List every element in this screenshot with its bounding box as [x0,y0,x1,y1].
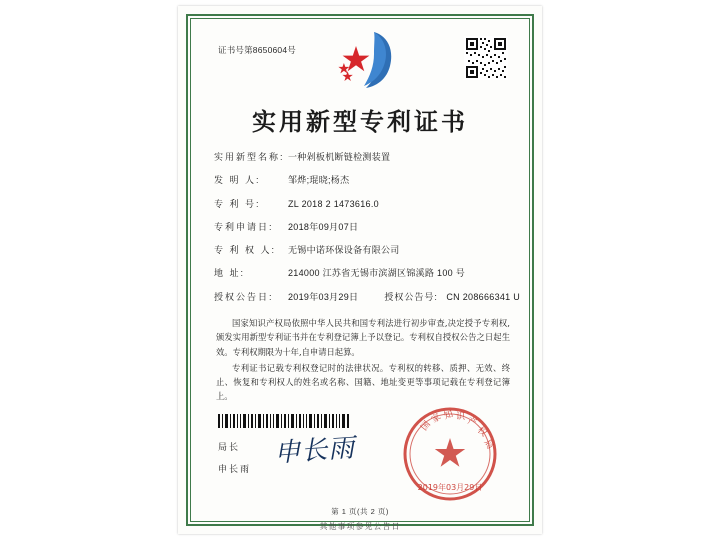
body-text [216,316,510,406]
field-label: 专 利 号: [214,198,261,209]
field-value: ZL 2018 2 1473616.0 [288,198,379,209]
field-label: 发 明 人: [214,175,261,186]
field-label: 专 利 权 人: [214,245,277,256]
certificate-sheet [178,6,542,534]
director-name: 申长雨 [218,464,252,474]
svg-text:权: 权 [475,425,489,440]
svg-text:识: 识 [455,412,466,423]
cnipa-emblem-icon [330,28,402,92]
field-label: 地 址: [214,268,246,279]
document-title: 实用新型专利证书 [252,107,468,136]
footer-note: 其他事项参见公告日 [319,522,401,531]
svg-text:家: 家 [429,412,444,426]
field-label: 实用新型名称: [214,152,285,162]
field-value: 无锡中诺环保设备有限公司 [288,245,400,256]
fields-block [214,152,521,315]
svg-text:产: 产 [465,416,478,429]
certificate-number: 证书号第8650604号 [218,45,296,55]
grant-number-label: 授权公告号: [384,291,438,302]
field-row [214,175,512,186]
field-value: 2018年09月07日 [288,221,359,232]
signature-block [218,440,251,475]
field-value: 一种剁板机断链检测装置 [288,152,391,162]
handwritten-signature: 申长雨 [273,433,357,469]
grant-number-value: CN 208666341 U [446,291,521,302]
body-paragraph: 专利证书记载专利权登记时的法律状况。专利权的转移、质押、无效、终止、恢复和专利权人的姓名或名称、国籍、地址变更等事项记载在专利登记簿上。 [216,362,510,402]
seal-date: 2019年03月29日 [417,483,483,492]
field-row [214,152,512,163]
svg-text:局: 局 [481,438,495,452]
page-number: 第 1 页(共 2 页) [331,507,389,516]
director-label: 局长 [218,442,241,452]
svg-text:国: 国 [419,419,433,433]
field-row [214,222,512,233]
grant-date-label: 授权公告日: [214,291,274,302]
grant-row [214,291,521,303]
field-row [214,199,512,210]
grant-date-value: 2019年03月29日 [288,291,359,302]
svg-text:知: 知 [442,409,455,422]
field-value: 邹烨;琨晓;杨杰 [288,175,350,186]
qr-code [464,36,508,80]
barcode [218,414,350,428]
official-seal [400,404,500,504]
field-row [214,245,512,256]
field-label: 专利申请日: [214,221,274,232]
body-paragraph: 国家知识产权局依照中华人民共和国专利法进行初步审查,决定授予专利权,颁发实用新型专利证书并在专利登记簿上予以登记。专利权自授权公告之日起生效。专利权期限为十年,自申请日起算。 [216,318,510,357]
field-value: 214000 江苏省无锡市滨湖区锦溪路 100 号 [288,268,466,279]
field-row [214,268,512,279]
